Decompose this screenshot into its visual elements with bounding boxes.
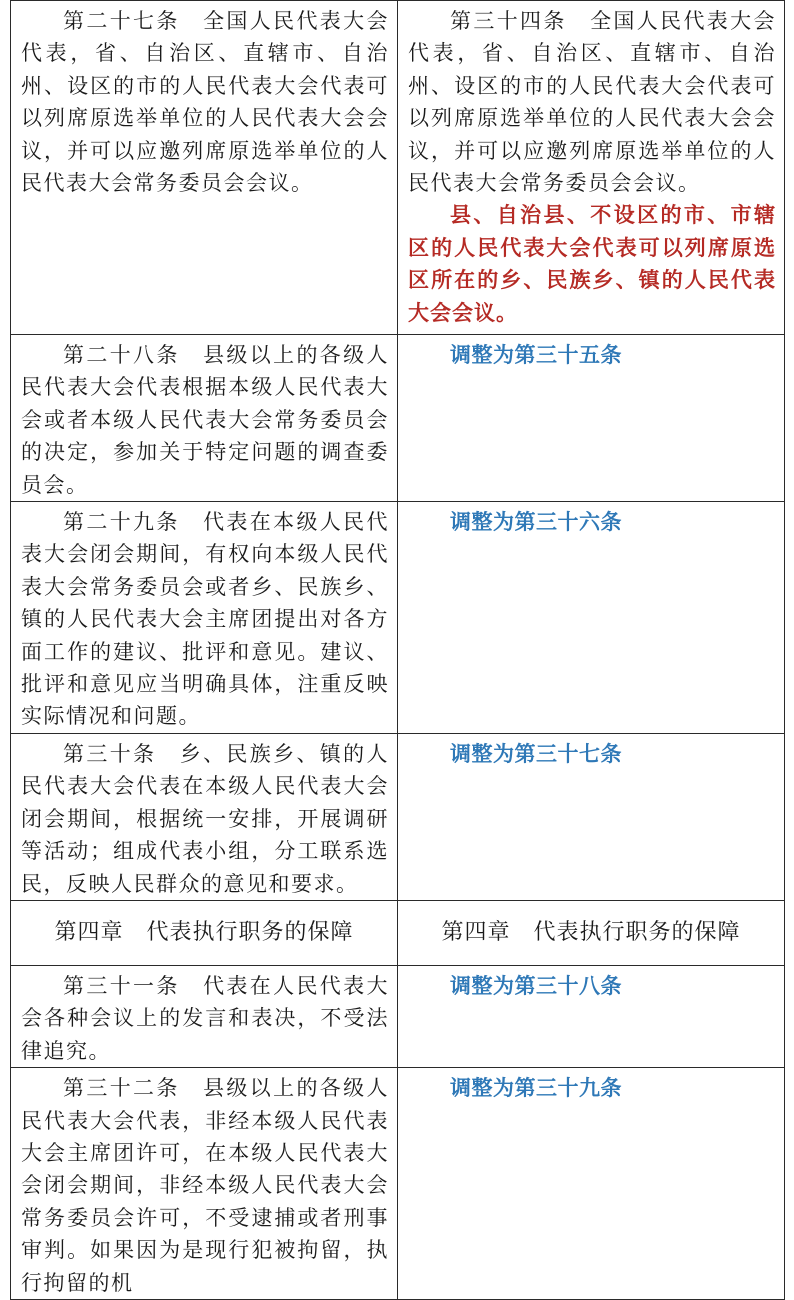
new-article-35 bbox=[398, 335, 785, 502]
new-article-37 bbox=[398, 733, 785, 900]
article-text: 第三十二条 县级以上的各级人民代表大会代表，非经本级人民代表大会主席团许可，在本级人民代表大会闭会期间，非经本级人民代表大会常务委员会许可，不受逮捕或者刑事审判。如果因为是现行犯被拘留，执行拘留的机 bbox=[21, 1076, 389, 1295]
old-article-32 bbox=[11, 1068, 398, 1300]
old-article-27 bbox=[11, 1, 398, 335]
table-row bbox=[11, 1068, 785, 1300]
article-text: 第三十一条 代表在人民代表大会各种会议上的发言和表决，不受法律追究。 bbox=[21, 973, 389, 1063]
chapter-heading-new: 第四章 代表执行职务的保障 bbox=[398, 900, 785, 965]
table-row bbox=[11, 335, 785, 502]
new-article-38 bbox=[398, 965, 785, 1067]
article-text: 第三十四条 全国人民代表大会代表，省、自治区、直辖市、自治州、设区的市的人民代表大会代表可以列席原选举单位的人民代表大会会议，并可以应邀列席原选举单位的人民代表大会常务委员会会议。 bbox=[408, 9, 776, 196]
added-clause: 县、自治县、不设区的市、市辖区的人民代表大会代表可以列席原选区所在的乡、民族乡、镇的人民代表大会会议。 bbox=[408, 203, 776, 325]
adjust-note: 调整为第三十八条 bbox=[450, 973, 622, 998]
article-text: 第二十八条 县级以上的各级人民代表大会代表根据本级人民代表大会或者本级人民代表大会常务委员会的决定，参加关于特定问题的调查委员会。 bbox=[21, 343, 389, 497]
adjust-note: 调整为第三十五条 bbox=[450, 343, 622, 367]
old-article-30 bbox=[11, 733, 398, 900]
comparison-table bbox=[10, 0, 785, 1300]
table-row bbox=[11, 1, 785, 335]
chapter-heading-old: 第四章 代表执行职务的保障 bbox=[11, 900, 398, 965]
new-article-36 bbox=[398, 502, 785, 734]
table-row bbox=[11, 733, 785, 900]
adjust-note: 调整为第三十六条 bbox=[450, 510, 622, 535]
table-row bbox=[11, 965, 785, 1067]
adjust-note: 调整为第三十七条 bbox=[450, 741, 622, 766]
old-article-28 bbox=[11, 335, 398, 502]
new-article-34 bbox=[398, 1, 785, 335]
article-text: 第三十条 乡、民族乡、镇的人民代表大会代表在本级人民代表大会闭会期间，根据统一安排，开展调研等活动；组成代表小组，分工联系选民，反映人民群众的意见和要求。 bbox=[21, 741, 389, 896]
adjust-note: 调整为第三十九条 bbox=[450, 1076, 622, 1101]
chapter-row bbox=[11, 900, 785, 965]
article-text: 第二十七条 全国人民代表大会代表，省、自治区、直辖市、自治州、设区的市的人民代表大会代表可以列席原选举单位的人民代表大会会议，并可以应邀列席原选举单位的人民代表大会常务委员会会议。 bbox=[21, 9, 389, 196]
article-text: 第二十九条 代表在本级人民代表大会闭会期间，有权向本级人民代表大会常务委员会或者乡、民族乡、镇的人民代表大会主席团提出对各方面工作的建议、批评和意见。建议、批评和意见应当明确具体，注重反映实际情况和问题。 bbox=[21, 510, 389, 729]
table-row bbox=[11, 502, 785, 734]
new-article-39 bbox=[398, 1068, 785, 1300]
old-article-31 bbox=[11, 965, 398, 1067]
old-article-29 bbox=[11, 502, 398, 734]
